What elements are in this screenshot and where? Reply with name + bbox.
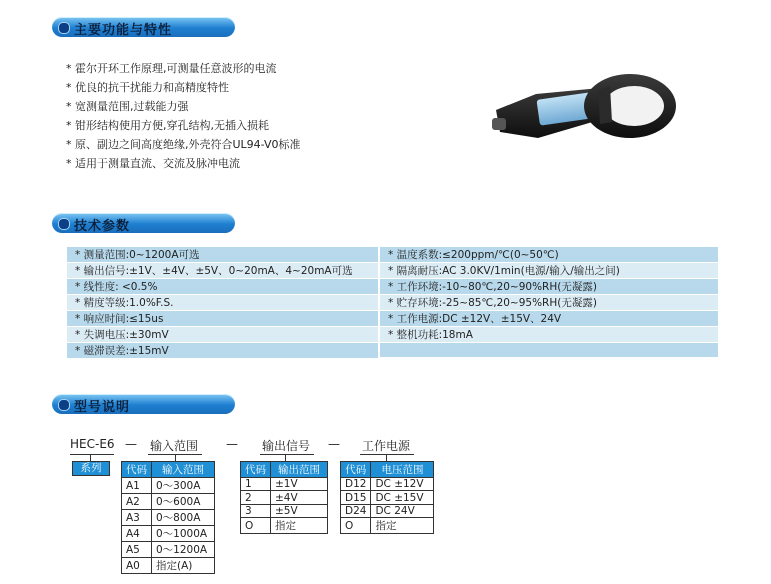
table-cell: D24 bbox=[341, 504, 371, 517]
model-dash: — bbox=[328, 437, 340, 451]
table-row bbox=[122, 510, 215, 526]
table-row bbox=[241, 491, 328, 504]
table-row bbox=[241, 478, 328, 491]
underline bbox=[360, 454, 414, 455]
table-cell: 指定 bbox=[371, 518, 434, 534]
bullet-dot-icon bbox=[58, 22, 70, 34]
spec-item bbox=[380, 343, 718, 358]
spec-item: * 响应时间:≤15us bbox=[67, 311, 378, 327]
feature-item: * 优良的抗干扰能力和高精度特性 bbox=[66, 81, 229, 94]
table-cell: 0～300A bbox=[152, 478, 215, 494]
feature-item: * 原、副边之间高度绝缘,外壳符合UL94-V0标准 bbox=[66, 138, 301, 151]
table-cell: A3 bbox=[122, 510, 152, 526]
spec-item: * 贮存环境:-25~85℃,20~95%RH(无凝露) bbox=[380, 295, 718, 311]
underline bbox=[260, 454, 314, 455]
table-cell: DC ±12V bbox=[371, 478, 434, 491]
spec-item: * 测量范围:0~1200A可选 bbox=[67, 247, 378, 263]
table-row bbox=[122, 478, 215, 494]
table-cell: ±1V bbox=[271, 478, 328, 491]
section-header-model bbox=[52, 394, 235, 414]
section-header-specs bbox=[52, 213, 235, 233]
table-cell: A1 bbox=[122, 478, 152, 494]
spec-item: * 输出信号:±1V、±4V、±5V、0~20mA、4~20mA可选 bbox=[67, 263, 378, 279]
input-range-table bbox=[121, 461, 215, 574]
spec-item: * 温度系数:≤200ppm/℃(0~50℃) bbox=[380, 247, 718, 263]
section-title: 主要功能与特性 bbox=[74, 23, 173, 38]
table-row bbox=[122, 494, 215, 510]
feature-list bbox=[66, 59, 301, 173]
output-range-table bbox=[240, 461, 328, 534]
section-title: 型号说明 bbox=[74, 400, 131, 415]
feature-item: * 适用于测量直流、交流及脉冲电流 bbox=[66, 157, 240, 170]
table-cell: ±4V bbox=[271, 491, 328, 504]
connector-line bbox=[175, 454, 176, 461]
spec-item: * 磁滞误差:±15mV bbox=[67, 343, 378, 359]
table-cell: 2 bbox=[241, 491, 271, 504]
series-badge: 系列 bbox=[72, 461, 110, 476]
model-dash: — bbox=[226, 437, 238, 451]
table-cell: 3 bbox=[241, 504, 271, 517]
table-header: 代码 bbox=[241, 462, 271, 478]
table-header: 输入范围 bbox=[152, 462, 215, 478]
connector-line bbox=[386, 454, 387, 461]
table-row bbox=[341, 478, 434, 491]
model-dash: — bbox=[125, 437, 137, 451]
model-power-label: 工作电源 bbox=[362, 439, 411, 453]
spec-table-left bbox=[67, 247, 378, 359]
bullet-dot-icon bbox=[58, 399, 70, 411]
table-cell: A4 bbox=[122, 526, 152, 542]
model-prefix: HEC-E6 bbox=[70, 437, 115, 451]
spec-item: * 工作环境:-10~80℃,20~90%RH(无凝露) bbox=[380, 279, 718, 295]
table-cell: DC ±15V bbox=[371, 491, 434, 504]
table-cell: 0～600A bbox=[152, 494, 215, 510]
feature-item: * 霍尔开环工作原理,可测量任意波形的电流 bbox=[66, 62, 277, 75]
spec-item: * 线性度: <0.5% bbox=[67, 279, 378, 295]
spec-item: * 工作电源:DC ±12V、±15V、24V bbox=[380, 311, 718, 327]
table-row bbox=[122, 558, 215, 574]
feature-item: * 钳形结构使用方便,穿孔结构,无插入损耗 bbox=[66, 119, 269, 132]
table-row bbox=[241, 504, 328, 517]
table-row bbox=[122, 526, 215, 542]
model-output-label: 输出信号 bbox=[262, 439, 311, 453]
table-cell: 0～1200A bbox=[152, 542, 215, 558]
product-image bbox=[488, 72, 688, 152]
connector-line bbox=[285, 454, 286, 461]
bullet-dot-icon bbox=[58, 218, 70, 230]
table-cell: 0～1000A bbox=[152, 526, 215, 542]
section-title: 技术参数 bbox=[74, 219, 131, 234]
table-header: 输出范围 bbox=[271, 462, 328, 478]
table-cell: A5 bbox=[122, 542, 152, 558]
table-cell: DC 24V bbox=[371, 504, 434, 517]
feature-item: * 宽测量范围,过载能力强 bbox=[66, 100, 189, 113]
table-cell: O bbox=[241, 518, 271, 534]
underline bbox=[70, 454, 114, 455]
table-cell: O bbox=[341, 518, 371, 534]
power-range-table bbox=[340, 461, 434, 534]
model-input-label: 输入范围 bbox=[150, 439, 199, 453]
table-cell: A2 bbox=[122, 494, 152, 510]
table-row bbox=[341, 504, 434, 517]
table-cell: 指定 bbox=[271, 518, 328, 534]
spec-table-right bbox=[380, 247, 718, 358]
spec-item: * 隔离耐压:AC 3.0KV/1min(电源/输入/输出之间) bbox=[380, 263, 718, 279]
table-row bbox=[122, 542, 215, 558]
table-cell: A0 bbox=[122, 558, 152, 574]
table-row bbox=[241, 518, 328, 534]
table-cell: 1 bbox=[241, 478, 271, 491]
table-header: 电压范围 bbox=[371, 462, 434, 478]
table-row bbox=[341, 491, 434, 504]
spec-item: * 失调电压:±30mV bbox=[67, 327, 378, 343]
connector-line bbox=[90, 454, 91, 461]
table-header: 代码 bbox=[122, 462, 152, 478]
table-cell: 0～800A bbox=[152, 510, 215, 526]
table-cell: D12 bbox=[341, 478, 371, 491]
table-cell: D15 bbox=[341, 491, 371, 504]
table-cell: 指定(A) bbox=[152, 558, 215, 574]
table-row bbox=[341, 518, 434, 534]
table-cell: ±5V bbox=[271, 504, 328, 517]
table-header: 代码 bbox=[341, 462, 371, 478]
spec-item: * 整机功耗:18mA bbox=[380, 327, 718, 343]
section-header-features bbox=[52, 17, 235, 37]
spec-item: * 精度等级:1.0%F.S. bbox=[67, 295, 378, 311]
